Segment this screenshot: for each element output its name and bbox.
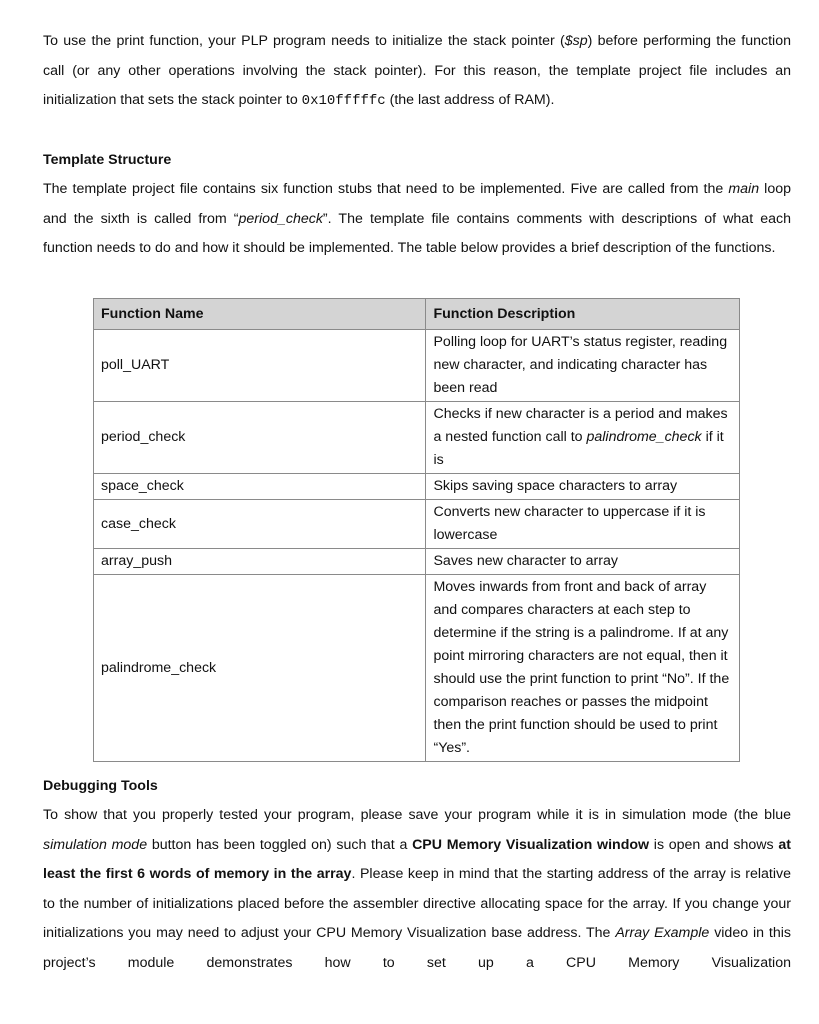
function-description-cell	[426, 402, 740, 474]
template-text-3: ”. The template file contains comments with descriptions of what each function needs to do and how it should be implemented. The table below provides a brief description of the functions.	[43, 210, 791, 256]
intro-text-3: (the last address of RAM).	[385, 92, 555, 108]
template-structure-paragraph	[43, 175, 791, 264]
debug-text-5: video in this project’s module demonstrates how to set up a CPU Memory Visualization	[43, 925, 791, 971]
intro-paragraph	[43, 27, 791, 117]
table-row	[94, 549, 740, 575]
function-name-cell: case_check	[94, 500, 426, 549]
intro-text-2: ) before performing the function call (or any other operations involving the stack pointer). For this reason, the template project file includes an initialization that sets the stack pointer to	[43, 33, 791, 108]
debug-text-2: button has been toggled on) such that a	[147, 836, 413, 853]
header-function-description: Function Description	[426, 299, 740, 330]
table-row	[94, 500, 740, 549]
intro-text-1: To use the print function, your PLP program needs to initialize the stack pointer (	[43, 33, 565, 49]
period-check-term: period_check	[238, 210, 323, 227]
function-table	[93, 298, 740, 762]
stack-pointer-value: 0x10fffffc	[301, 93, 386, 109]
table-row	[94, 402, 740, 474]
description-text: Checks if new character is a period and makes a nested function call to	[433, 406, 728, 445]
table-row	[94, 575, 740, 762]
function-name-cell: space_check	[94, 474, 426, 500]
cpu-window-term: CPU Memory Visualization window	[412, 836, 650, 853]
function-description-cell: Moves inwards from front and back of array and compares characters at each step to determine if the string is a palindrome. If at any point mirroring characters are not equal, then it should use the print function to print “No”. If the comparison reaches or passes the midpoint then the print function should be used to print “Yes”.	[426, 575, 740, 762]
first-six-words-term: at least the first 6 words of memory in the array	[43, 836, 791, 882]
debug-text-1: To show that you properly tested your program, please save your program while it is in simulation mode (the blue	[43, 807, 791, 823]
debugging-tools-heading: Debugging Tools	[43, 778, 158, 794]
simulation-mode-term: simulation mode	[43, 836, 148, 853]
debug-text-3: is open and shows	[649, 836, 779, 853]
palindrome-check-term: palindrome_check	[586, 429, 702, 445]
table-row	[94, 330, 740, 402]
debug-text-4: . Please keep in mind that the starting address of the array is relative to the number of initializations placed before the assembler directive allocating space for the array. If you change your initializations you may need to adjust your CPU Memory Visualization base address. The	[43, 866, 791, 941]
description-text: if it is	[433, 429, 724, 468]
template-text-1: The template project file contains six function stubs that need to be implemented. Five are called from the	[43, 181, 729, 197]
function-description-cell: Saves new character to array	[426, 549, 740, 575]
array-example-term: Array Example	[615, 925, 710, 941]
header-function-name: Function Name	[94, 299, 426, 330]
function-description-cell: Polling loop for UART’s status register, reading new character, and indicating character has been read	[426, 330, 740, 402]
table-row	[94, 474, 740, 500]
main-loop-term: main	[728, 181, 760, 197]
template-structure-heading: Template Structure	[43, 152, 172, 168]
function-description-cell: Skips saving space characters to array	[426, 474, 740, 500]
stack-pointer-register: $sp	[564, 33, 588, 49]
debugging-paragraph	[43, 801, 791, 978]
table-header-row	[94, 299, 740, 330]
template-text-2: loop and the sixth is called from “	[43, 181, 791, 227]
function-name-cell: palindrome_check	[94, 575, 426, 762]
function-name-cell: array_push	[94, 549, 426, 575]
function-name-cell: period_check	[94, 402, 426, 474]
function-name-cell: poll_UART	[94, 330, 426, 402]
function-description-cell: Converts new character to uppercase if it is lowercase	[426, 500, 740, 549]
